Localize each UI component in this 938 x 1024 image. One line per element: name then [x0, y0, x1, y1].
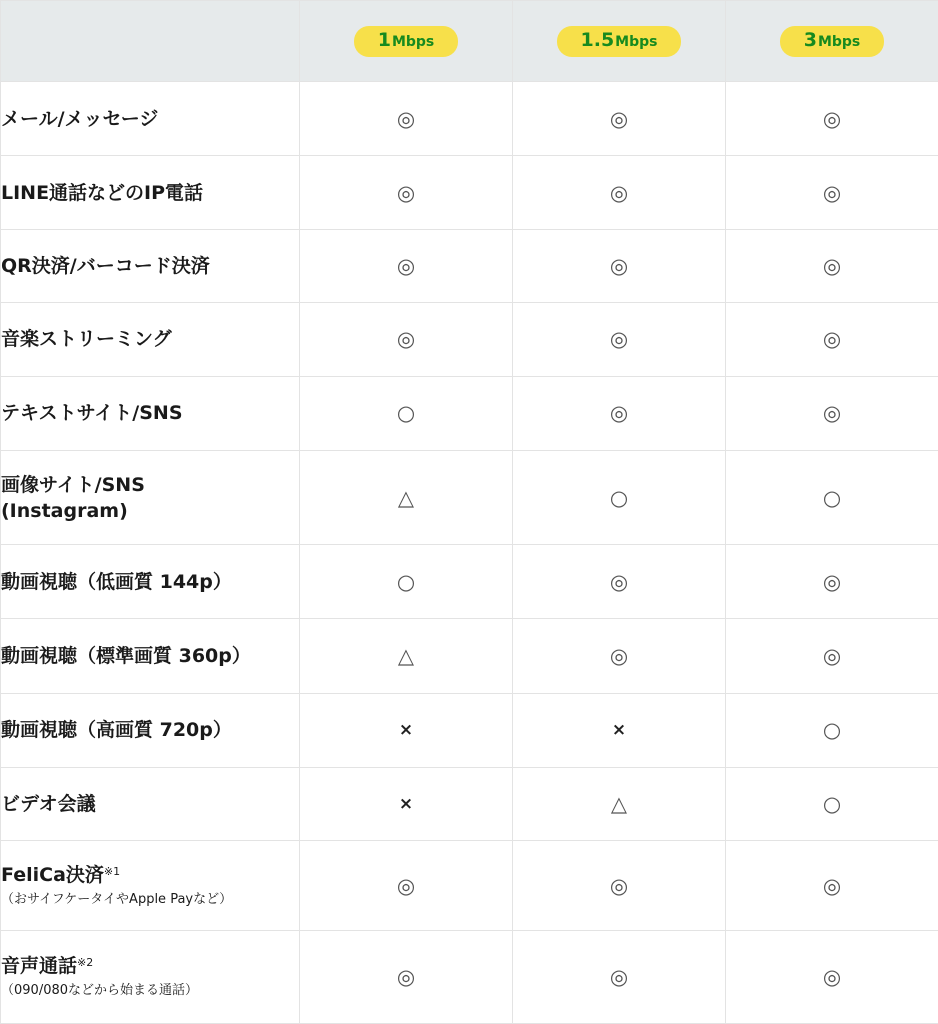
- rating-cell: ○: [513, 450, 726, 545]
- table-row: [1, 694, 938, 767]
- table-row: [1, 450, 938, 545]
- feature-label-cell: [1, 931, 300, 1024]
- feature-label: 音楽ストリーミング: [1, 328, 172, 351]
- header-cell-1mbps: [300, 1, 513, 82]
- rating-cell: ◎: [726, 82, 938, 156]
- speed-value: 1.5: [580, 28, 615, 51]
- rating-cell: ×: [300, 767, 513, 840]
- rating-cell: ◎: [726, 545, 938, 618]
- feature-sublabel: （090/080などから始まる通話）: [1, 983, 199, 999]
- feature-label-cell: [1, 545, 300, 618]
- speed-badge: [557, 26, 682, 57]
- rating-cell: ◎: [300, 840, 513, 930]
- rating-cell: ◎: [513, 156, 726, 229]
- rating-cell: ◎: [300, 156, 513, 229]
- rating-cell: ×: [513, 694, 726, 767]
- speed-unit: Mbps: [817, 33, 861, 50]
- rating-cell: ◎: [300, 82, 513, 156]
- header-cell-3mbps: [726, 1, 938, 82]
- speed-value: 3: [803, 28, 817, 51]
- rating-cell: ◎: [513, 303, 726, 376]
- table-row: [1, 545, 938, 618]
- feature-label: LINE通話などのIP電話: [1, 181, 204, 204]
- rating-cell: ○: [726, 450, 938, 545]
- feature-label-cell: [1, 618, 300, 693]
- rating-cell: ◎: [726, 618, 938, 693]
- speed-unit: Mbps: [615, 33, 658, 50]
- rating-cell: ○: [300, 376, 513, 450]
- feature-label-cell: [1, 694, 300, 767]
- rating-cell: ◎: [513, 545, 726, 618]
- rating-cell: ○: [300, 545, 513, 618]
- feature-label-cell: [1, 82, 300, 156]
- footnote-marker: ※1: [103, 864, 121, 878]
- rating-cell: ◎: [513, 229, 726, 302]
- feature-label-line: [1, 862, 299, 888]
- rating-cell: ◎: [300, 303, 513, 376]
- feature-label: メール/メッセージ: [1, 107, 159, 130]
- table-row: [1, 767, 938, 840]
- rating-cell: ×: [300, 694, 513, 767]
- feature-label-cell: [1, 767, 300, 840]
- rating-cell: ◎: [726, 156, 938, 229]
- feature-label-line2: (Instagram): [1, 499, 128, 522]
- rating-cell: ◎: [513, 931, 726, 1024]
- speed-badge: [354, 26, 459, 57]
- feature-label-cell: [1, 303, 300, 376]
- rating-cell: ◎: [300, 229, 513, 302]
- rating-cell: △: [300, 450, 513, 545]
- rating-cell: ◎: [513, 618, 726, 693]
- feature-label-cell: [1, 376, 300, 450]
- rating-cell: △: [300, 618, 513, 693]
- rating-cell: ◎: [513, 376, 726, 450]
- rating-cell: ◎: [726, 931, 938, 1024]
- table-row: [1, 376, 938, 450]
- rating-cell: ◎: [726, 840, 938, 930]
- speed-badge: [780, 26, 885, 57]
- rating-cell: ◎: [513, 840, 726, 930]
- speed-value: 1: [377, 28, 391, 51]
- table-row: [1, 618, 938, 693]
- table-row: [1, 82, 938, 156]
- feature-label: ビデオ会議: [1, 792, 96, 815]
- feature-label: 動画視聴（標準画質 360p）: [1, 644, 251, 667]
- rating-cell: △: [513, 767, 726, 840]
- feature-label-cell: [1, 840, 300, 930]
- feature-label: QR決済/バーコード決済: [1, 254, 210, 277]
- feature-label: 音声通話: [1, 955, 78, 978]
- feature-label: FeliCa決済: [1, 863, 104, 886]
- rating-cell: ◎: [513, 82, 726, 156]
- rating-cell: ○: [726, 694, 938, 767]
- feature-sublabel: （おサイフケータイやApple Payなど）: [1, 891, 233, 907]
- table-row: [1, 931, 938, 1024]
- feature-label-cell: [1, 156, 300, 229]
- feature-label-line: [1, 953, 299, 979]
- feature-label: 動画視聴（高画質 720p）: [1, 719, 232, 742]
- header-row: [1, 1, 938, 82]
- rating-cell: ◎: [726, 303, 938, 376]
- feature-label-cell: [1, 229, 300, 302]
- rating-cell: ◎: [726, 229, 938, 302]
- rating-cell: ◎: [300, 931, 513, 1024]
- speed-unit: Mbps: [391, 33, 435, 50]
- header-empty-cell: [1, 1, 300, 82]
- footnote-marker: ※2: [77, 956, 94, 970]
- header-cell-1-5mbps: [513, 1, 726, 82]
- table-row: [1, 840, 938, 930]
- rating-cell: ◎: [726, 376, 938, 450]
- feature-label: 動画視聴（低画質 144p）: [1, 570, 232, 593]
- feature-label: テキストサイト/SNS: [1, 402, 183, 425]
- feature-label-cell: [1, 450, 300, 545]
- rating-cell: ○: [726, 767, 938, 840]
- table-row: [1, 229, 938, 302]
- feature-label: 画像サイト/SNS: [1, 473, 145, 496]
- table-row: [1, 156, 938, 229]
- table-row: [1, 303, 938, 376]
